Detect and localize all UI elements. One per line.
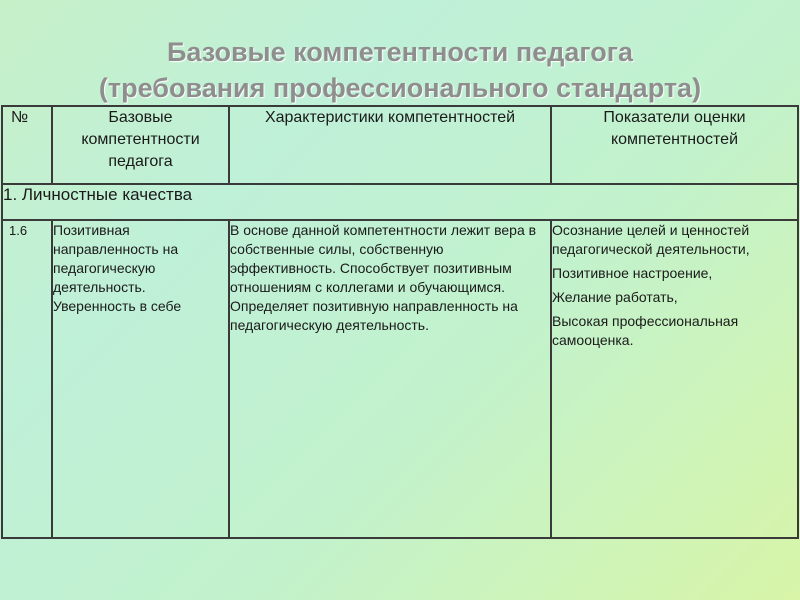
competence-table [1, 105, 799, 539]
indicator-item: Желание работать, [552, 289, 678, 305]
section-title: 1. Личностные качества [2, 184, 798, 220]
header-competence: Базовые компетентности педагога [52, 106, 229, 184]
row-competence: Позитивная направленность на педагогическую деятельность. Уверенность в себе [52, 220, 229, 538]
slide-title-line-1: Базовые компетентности педагога [166, 37, 634, 67]
row-indicators [551, 220, 798, 538]
indicator-item: Позитивное настроение, [552, 265, 713, 281]
header-number: № [2, 106, 52, 184]
header-indicators: Показатели оценки компетентностей [551, 106, 798, 184]
indicator-item: Высокая профессиональная самооценка. [552, 313, 739, 348]
slide-title-line-2: (требования профессионального стандарта) [98, 73, 702, 103]
header-characteristics: Характеристики компетентностей [229, 106, 551, 184]
table-header-row [2, 106, 798, 184]
section-row [2, 184, 798, 220]
slide-title [0, 34, 800, 106]
table-row [2, 220, 798, 538]
row-number: 1.6 [2, 220, 52, 538]
indicator-item: Осознание целей и ценностей педагогической деятельности, [552, 222, 750, 257]
row-characteristics: В основе данной компетентности лежит вера в собственные силы, собственную эффективность. Способствует позитивным отношениям с коллегами и обучающимся. Определяет позитивную направленность на педагогическую деятельность. [229, 220, 551, 538]
